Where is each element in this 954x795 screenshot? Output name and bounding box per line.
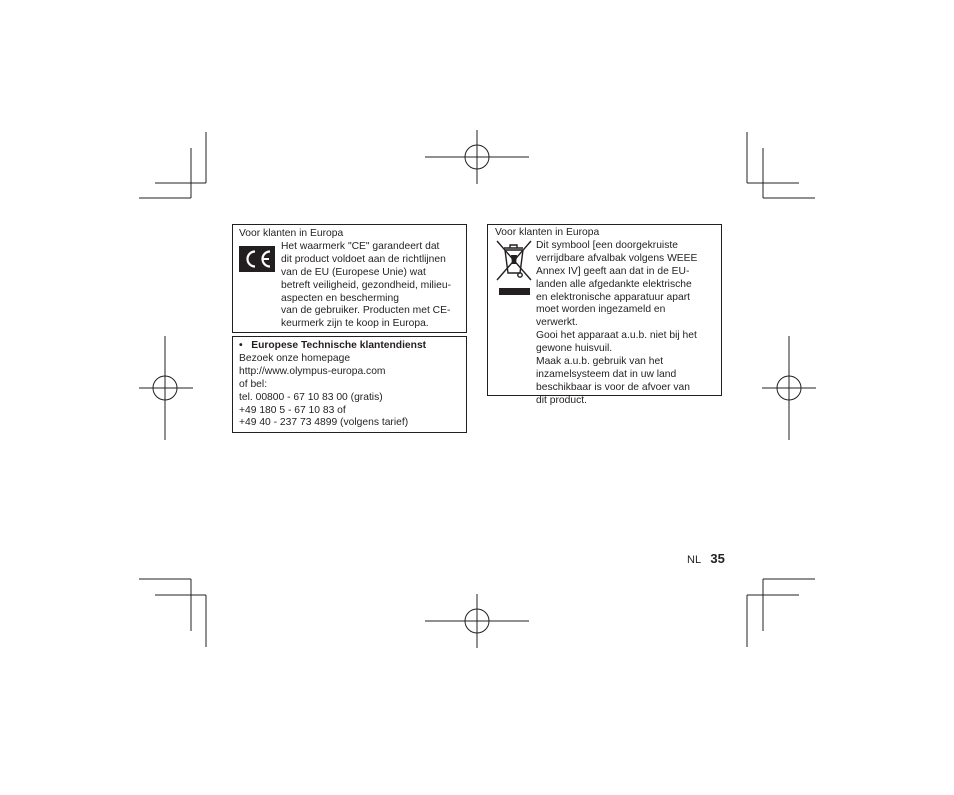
weee-text-line: en elektronische apparatuur apart <box>536 291 690 303</box>
page-footer <box>687 551 725 566</box>
ce-text-line: aspecten en bescherming <box>281 292 399 304</box>
ce-box-text <box>281 241 466 331</box>
page-number: 35 <box>710 551 725 566</box>
service-title: Europese Technische klantendienst <box>251 340 427 351</box>
ce-text-line: Het waarmerk "CE" garandeert dat <box>281 240 440 252</box>
customer-service-box <box>232 336 467 433</box>
ce-text-line: keurmerk zijn te koop in Europa. <box>281 318 429 330</box>
weee-box-heading: Voor klanten in Europa <box>495 227 600 238</box>
ce-mark-icon <box>239 241 281 331</box>
ce-text-line: van de EU (Europese Unie) wat <box>281 266 426 278</box>
ce-text-line: betreft veiligheid, gezondheid, milieu- <box>281 279 451 291</box>
service-title-row <box>239 340 466 353</box>
service-phone-line: +49 180 5 - 67 10 83 of <box>239 404 346 416</box>
service-text-line: of bel: <box>239 378 268 390</box>
weee-text-line: gewone huisvuil. <box>536 343 613 355</box>
weee-text-line: landen alle afgedankte elektrische <box>536 278 692 290</box>
bullet: • <box>239 340 243 351</box>
service-url[interactable]: http://www.olympus-europa.com <box>239 365 386 377</box>
weee-text-line: inzamelsysteem dat in uw land <box>536 368 677 380</box>
ce-notice-box <box>232 224 467 333</box>
service-phone-line: tel. 00800 - 67 10 83 00 (gratis) <box>239 391 383 403</box>
weee-text-line: Maak a.u.b. gebruik van het <box>536 356 664 368</box>
weee-text-line: verrijdbare afvalbak volgens WEEE <box>536 252 698 264</box>
language-code: NL <box>687 554 702 566</box>
ce-text-line: van de gebruiker. Producten met CE- <box>281 305 451 317</box>
ce-box-heading: Voor klanten in Europa <box>239 228 344 239</box>
weee-text-line: Gooi het apparaat a.u.b. niet bij het <box>536 330 697 342</box>
service-text-line: Bezoek onze homepage <box>239 352 351 364</box>
weee-text-line: beschikbaar is voor de afvoer van <box>536 381 690 393</box>
ce-text-line: dit product voldoet aan de richtlijnen <box>281 253 446 265</box>
weee-text-line: verwerkt. <box>536 317 578 329</box>
weee-text-line: moet worden ingezameld en <box>536 304 666 316</box>
weee-box-text <box>536 240 721 408</box>
service-phone-line: +49 40 - 237 73 4899 (volgens tarief) <box>239 417 409 429</box>
weee-text-line: dit product. <box>536 394 587 406</box>
weee-notice-box <box>487 224 722 406</box>
weee-text-line: Annex IV] geeft aan dat in de EU- <box>536 265 690 277</box>
weee-text-line: Dit symbool [een doorgekruiste <box>536 239 678 251</box>
crossed-out-wheelie-bin-icon <box>495 240 536 408</box>
